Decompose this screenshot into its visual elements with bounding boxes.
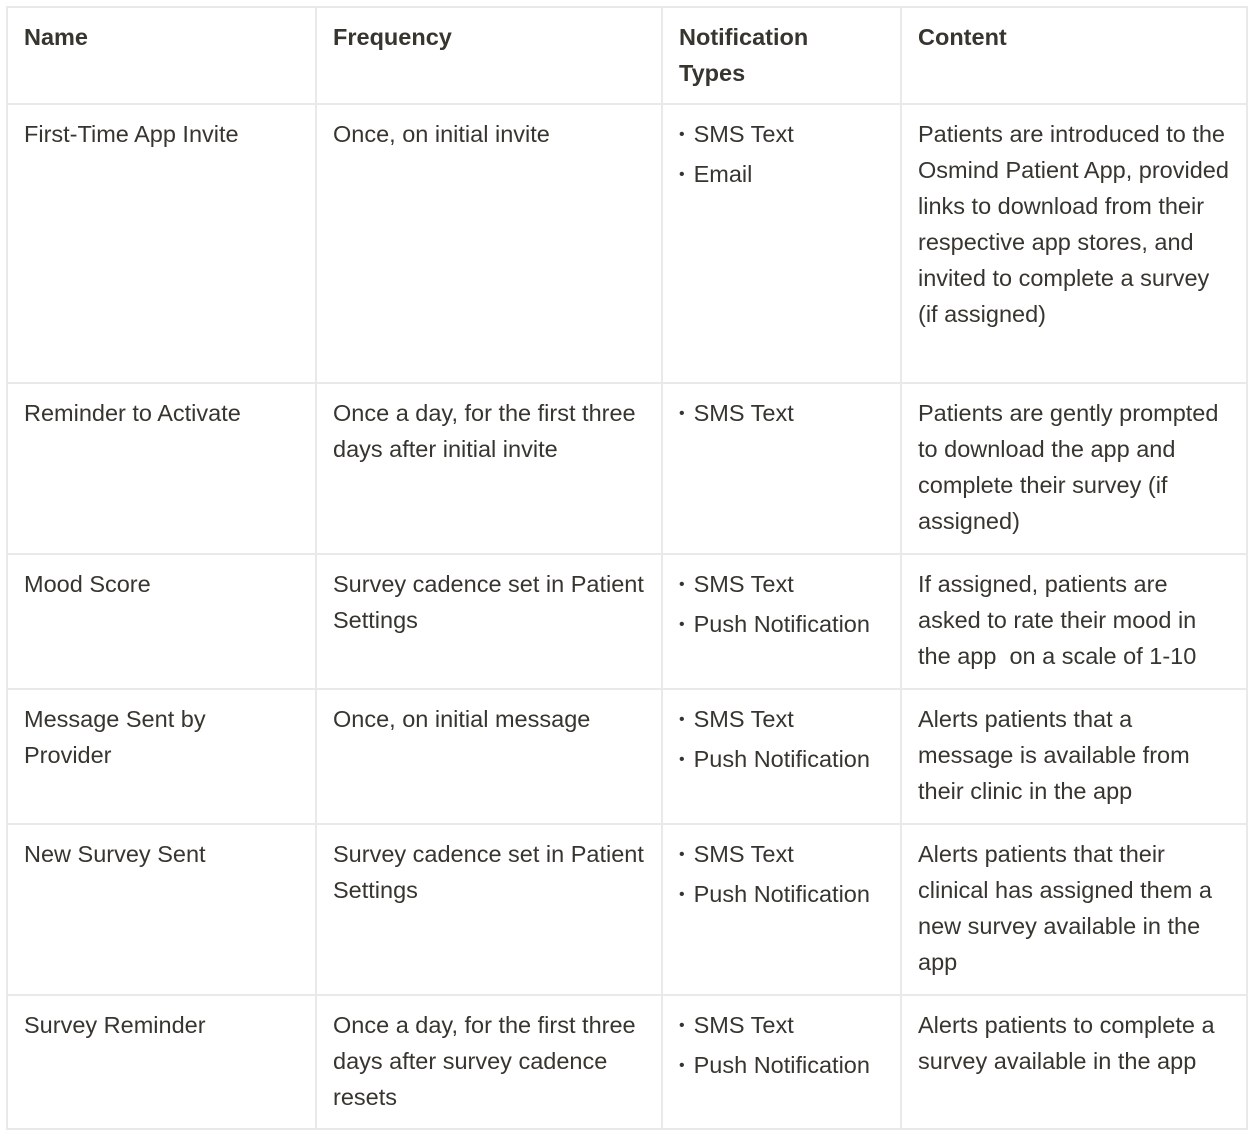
cell-frequency: Survey cadence set in Patient Settings: [316, 554, 662, 689]
cell-frequency: Once a day, for the first three days after survey cadence resets: [316, 995, 662, 1129]
cell-types: [662, 689, 901, 824]
cell-content: If assigned, patients are asked to rate their mood in the app on a scale of 1-10: [901, 554, 1247, 689]
type-item: • Push Notification: [679, 1047, 884, 1087]
cell-types: [662, 104, 901, 383]
notifications-table: [6, 6, 1248, 1130]
table-row: [7, 824, 1247, 995]
type-item: • Push Notification: [679, 606, 884, 646]
type-item: • SMS Text: [679, 701, 884, 741]
cell-frequency: Once, on initial message: [316, 689, 662, 824]
cell-content: Alerts patients that their clinical has assigned them a new survey available in the app: [901, 824, 1247, 995]
cell-name: Mood Score: [7, 554, 316, 689]
cell-frequency: Once a day, for the first three days after initial invite: [316, 383, 662, 554]
cell-name: Message Sent by Provider: [7, 689, 316, 824]
cell-content: Alerts patients that a message is available from their clinic in the app: [901, 689, 1247, 824]
cell-frequency: Survey cadence set in Patient Settings: [316, 824, 662, 995]
type-item: • Email: [679, 156, 884, 196]
header-notification-types: Notification Types: [662, 7, 901, 104]
type-item: • Push Notification: [679, 876, 884, 916]
cell-content: Alerts patients to complete a survey available in the app: [901, 995, 1247, 1129]
cell-name: Survey Reminder: [7, 995, 316, 1129]
table-row: [7, 995, 1247, 1129]
cell-frequency: Once, on initial invite: [316, 104, 662, 383]
cell-types: [662, 824, 901, 995]
table-row: [7, 104, 1247, 383]
cell-name: New Survey Sent: [7, 824, 316, 995]
header-content: Content: [901, 7, 1247, 104]
cell-types: [662, 383, 901, 554]
header-name: Name: [7, 7, 316, 104]
type-item: • SMS Text: [679, 116, 884, 156]
type-item: • SMS Text: [679, 395, 884, 435]
table-row: [7, 554, 1247, 689]
cell-name: Reminder to Activate: [7, 383, 316, 554]
type-item: • SMS Text: [679, 1007, 884, 1047]
type-item: • Push Notification: [679, 741, 884, 781]
table-row: [7, 689, 1247, 824]
cell-content: Patients are gently prompted to download the app and complete their survey (if assigned): [901, 383, 1247, 554]
header-row: [7, 7, 1247, 104]
cell-content: Patients are introduced to the Osmind Patient App, provided links to download from their respective app stores, and invited to complete a survey (if assigned): [901, 104, 1247, 383]
type-item: • SMS Text: [679, 566, 884, 606]
type-item: • SMS Text: [679, 836, 884, 876]
cell-types: [662, 995, 901, 1129]
table-row: [7, 383, 1247, 554]
header-frequency: Frequency: [316, 7, 662, 104]
cell-name: First-Time App Invite: [7, 104, 316, 383]
cell-types: [662, 554, 901, 689]
